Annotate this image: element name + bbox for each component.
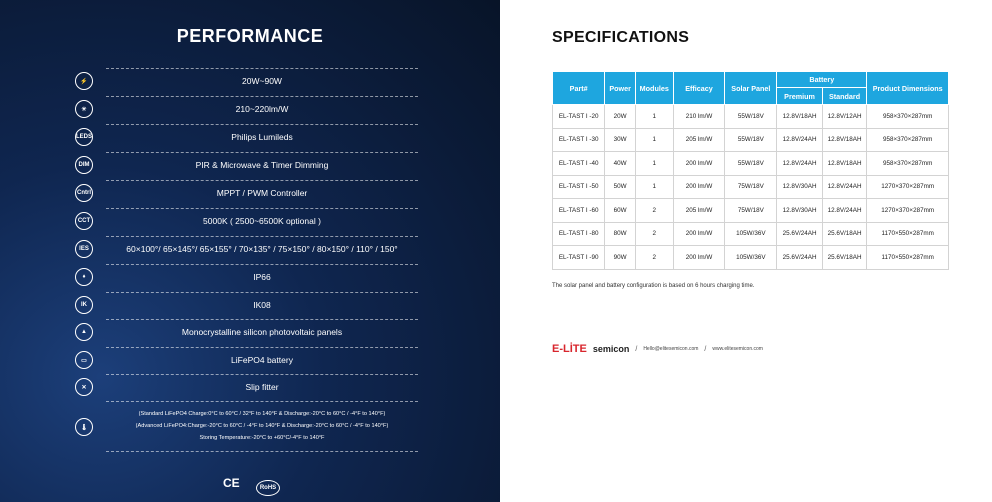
cell-modules: 2 — [635, 199, 673, 223]
elite-logo: E-LİTE — [552, 343, 587, 355]
specifications-table — [552, 71, 949, 270]
semicon-text: semicon — [592, 344, 630, 354]
cell-part: EL-TAST I -20 — [553, 105, 605, 129]
header-solar-panel: Solar Panel — [725, 72, 777, 105]
cell-power: 30W — [605, 128, 636, 152]
performance-item-text: IK08 — [253, 300, 271, 310]
cell-efficacy: 210 lm/W — [673, 105, 725, 129]
cell-efficacy: 200 lm/W — [673, 152, 725, 176]
cell-dimensions: 958×370×287mm — [867, 152, 949, 176]
performance-item — [68, 264, 418, 290]
performance-item — [68, 236, 418, 262]
cell-part: EL-TAST I -80 — [553, 222, 605, 246]
cell-battery-premium: 12.8V/24AH — [777, 128, 822, 152]
cell-efficacy: 200 lm/W — [673, 246, 725, 270]
tools-icon: ✕ — [75, 378, 93, 396]
ik-icon: IK — [75, 296, 93, 314]
cell-solar-panel: 75W/18V — [725, 199, 777, 223]
thermometer-icon: 🌡 — [75, 418, 93, 436]
temperature-text — [106, 408, 418, 444]
email-link[interactable]: Hello@elitesemicon.com — [643, 346, 699, 352]
cell-modules: 1 — [635, 128, 673, 152]
light-output-icon: ☀ — [75, 100, 93, 118]
cell-battery-standard: 12.8V/24AH — [822, 199, 867, 223]
cell-solar-panel: 105W/36V — [725, 222, 777, 246]
cell-dimensions: 958×370×287mm — [867, 105, 949, 129]
cell-dimensions: 1270×370×287mm — [867, 199, 949, 223]
cell-efficacy: 200 lm/W — [673, 175, 725, 199]
cell-part: EL-TAST I -30 — [553, 128, 605, 152]
leds-icon: LEDS — [75, 128, 93, 146]
cell-solar-panel: 55W/18V — [725, 152, 777, 176]
performance-item-text: Monocrystalline silicon photovoltaic panels — [181, 327, 343, 337]
cell-power: 60W — [605, 199, 636, 223]
solar-panel-icon: ▲ — [75, 323, 93, 341]
specifications-title: SPECIFICATIONS — [552, 29, 690, 46]
temperature-line-1: (Standard LiFePO4 Charge:0°C to 60°C / 32°F to 140°F & Discharge:-20°C to 60°C / -4°F to 140°F) — [138, 411, 386, 417]
lightning-icon: ⚡ — [75, 72, 93, 90]
performance-item — [68, 292, 418, 318]
performance-item — [68, 152, 418, 178]
cell-part: EL-TAST I -90 — [553, 246, 605, 270]
cell-battery-premium: 12.8V/18AH — [777, 105, 822, 129]
temperature-line-3: Storing Temperature:-20°C to +60°C/-4°F to 140°F — [199, 435, 325, 441]
temperature-line-2: (Advanced LiFePO4:Charge:-20°C to 60°C / -4°F to 140°F & Discharge:-20°C to 60°C / -4°F to 140°F) — [135, 423, 389, 429]
performance-item-text: PIR & Microwave & Timer Dimming — [195, 160, 329, 170]
divider — [106, 401, 418, 402]
battery-icon: ▭ — [75, 351, 93, 369]
cell-battery-premium: 25.6V/24AH — [777, 246, 822, 270]
header-premium: Premium — [777, 88, 822, 105]
cell-solar-panel: 105W/36V — [725, 246, 777, 270]
cell-dimensions: 958×370×287mm — [867, 128, 949, 152]
control-icon: Cntrl — [75, 184, 93, 202]
cell-modules: 1 — [635, 152, 673, 176]
cell-battery-standard: 25.6V/18AH — [822, 222, 867, 246]
performance-item — [68, 96, 418, 122]
performance-item — [68, 319, 418, 345]
cell-part: EL-TAST I -60 — [553, 199, 605, 223]
performance-item-text: 5000K ( 2500~6500K optional ) — [203, 216, 321, 226]
cell-dimensions: 1170×550×287mm — [867, 222, 949, 246]
cell-modules: 1 — [635, 105, 673, 129]
dim-icon: DIM — [75, 156, 93, 174]
cell-part: EL-TAST I -50 — [553, 175, 605, 199]
table-row — [553, 128, 949, 152]
performance-item-text: LiFePO4 battery — [231, 355, 293, 365]
cell-efficacy: 205 lm/W — [673, 199, 725, 223]
performance-item-text: 210~220lm/W — [235, 104, 289, 114]
table-row — [553, 105, 949, 129]
table-row — [553, 175, 949, 199]
cell-dimensions: 1270×370×287mm — [867, 175, 949, 199]
cell-battery-standard: 12.8V/18AH — [822, 128, 867, 152]
cell-battery-premium: 12.8V/30AH — [777, 199, 822, 223]
header-power: Power — [605, 72, 636, 105]
cell-solar-panel: 55W/18V — [725, 128, 777, 152]
cell-battery-standard: 25.6V/18AH — [822, 246, 867, 270]
cell-power: 40W — [605, 152, 636, 176]
header-modules: Modules — [635, 72, 673, 105]
brand-footer — [552, 343, 763, 355]
cell-modules: 1 — [635, 175, 673, 199]
cell-battery-standard: 12.8V/24AH — [822, 175, 867, 199]
performance-item-text: 20W~90W — [242, 76, 282, 86]
cell-battery-premium: 25.6V/24AH — [777, 222, 822, 246]
performance-title: PERFORMANCE — [176, 26, 324, 46]
table-row — [553, 246, 949, 270]
performance-item-text: MPPT / PWM Controller — [216, 188, 308, 198]
cell-modules: 2 — [635, 246, 673, 270]
cell-battery-standard: 12.8V/18AH — [822, 152, 867, 176]
water-drop-icon: ♦ — [75, 268, 93, 286]
performance-item-text: IP66 — [253, 272, 271, 282]
performance-item — [68, 347, 418, 373]
separator: / — [635, 345, 638, 353]
cell-battery-standard: 12.8V/12AH — [822, 105, 867, 129]
ce-mark: CE — [223, 476, 240, 490]
divider — [106, 451, 418, 452]
header-standard: Standard — [822, 88, 867, 105]
performance-item — [68, 374, 418, 400]
cct-icon: CCT — [75, 212, 93, 230]
configuration-note: The solar panel and battery configuration is based on 6 hours charging time. — [552, 283, 755, 289]
performance-item — [68, 208, 418, 234]
website-link[interactable]: www.elitesemicon.com — [712, 346, 763, 352]
header-efficacy: Efficacy — [673, 72, 725, 105]
cell-solar-panel: 75W/18V — [725, 175, 777, 199]
performance-item-text: 60×100°/ 65×145°/ 65×155° / 70×135° / 75×150° / 80×150° / 110° / 150° — [126, 244, 398, 254]
header-dimensions: Product Dimensions — [867, 72, 949, 105]
header-battery: Battery — [777, 72, 867, 88]
header-part: Part# — [553, 72, 605, 105]
ies-icon: IES — [75, 240, 93, 258]
cell-power: 20W — [605, 105, 636, 129]
cell-battery-premium: 12.8V/30AH — [777, 175, 822, 199]
cell-dimensions: 1170×550×287mm — [867, 246, 949, 270]
performance-item-text: Philips Lumileds — [231, 132, 293, 142]
cell-efficacy: 205 lm/W — [673, 128, 725, 152]
cell-part: EL-TAST I -40 — [553, 152, 605, 176]
performance-item — [68, 68, 418, 94]
cell-battery-premium: 12.8V/24AH — [777, 152, 822, 176]
rohs-mark: RoHS — [256, 480, 280, 496]
performance-item-text: Slip fitter — [245, 382, 279, 392]
cell-solar-panel: 55W/18V — [725, 105, 777, 129]
cell-modules: 2 — [635, 222, 673, 246]
cell-power: 50W — [605, 175, 636, 199]
table-row — [553, 199, 949, 223]
performance-item — [68, 124, 418, 150]
table-row — [553, 222, 949, 246]
cell-efficacy: 200 lm/W — [673, 222, 725, 246]
cell-power: 80W — [605, 222, 636, 246]
separator: / — [704, 345, 707, 353]
performance-item — [68, 180, 418, 206]
table-row — [553, 152, 949, 176]
cell-power: 90W — [605, 246, 636, 270]
